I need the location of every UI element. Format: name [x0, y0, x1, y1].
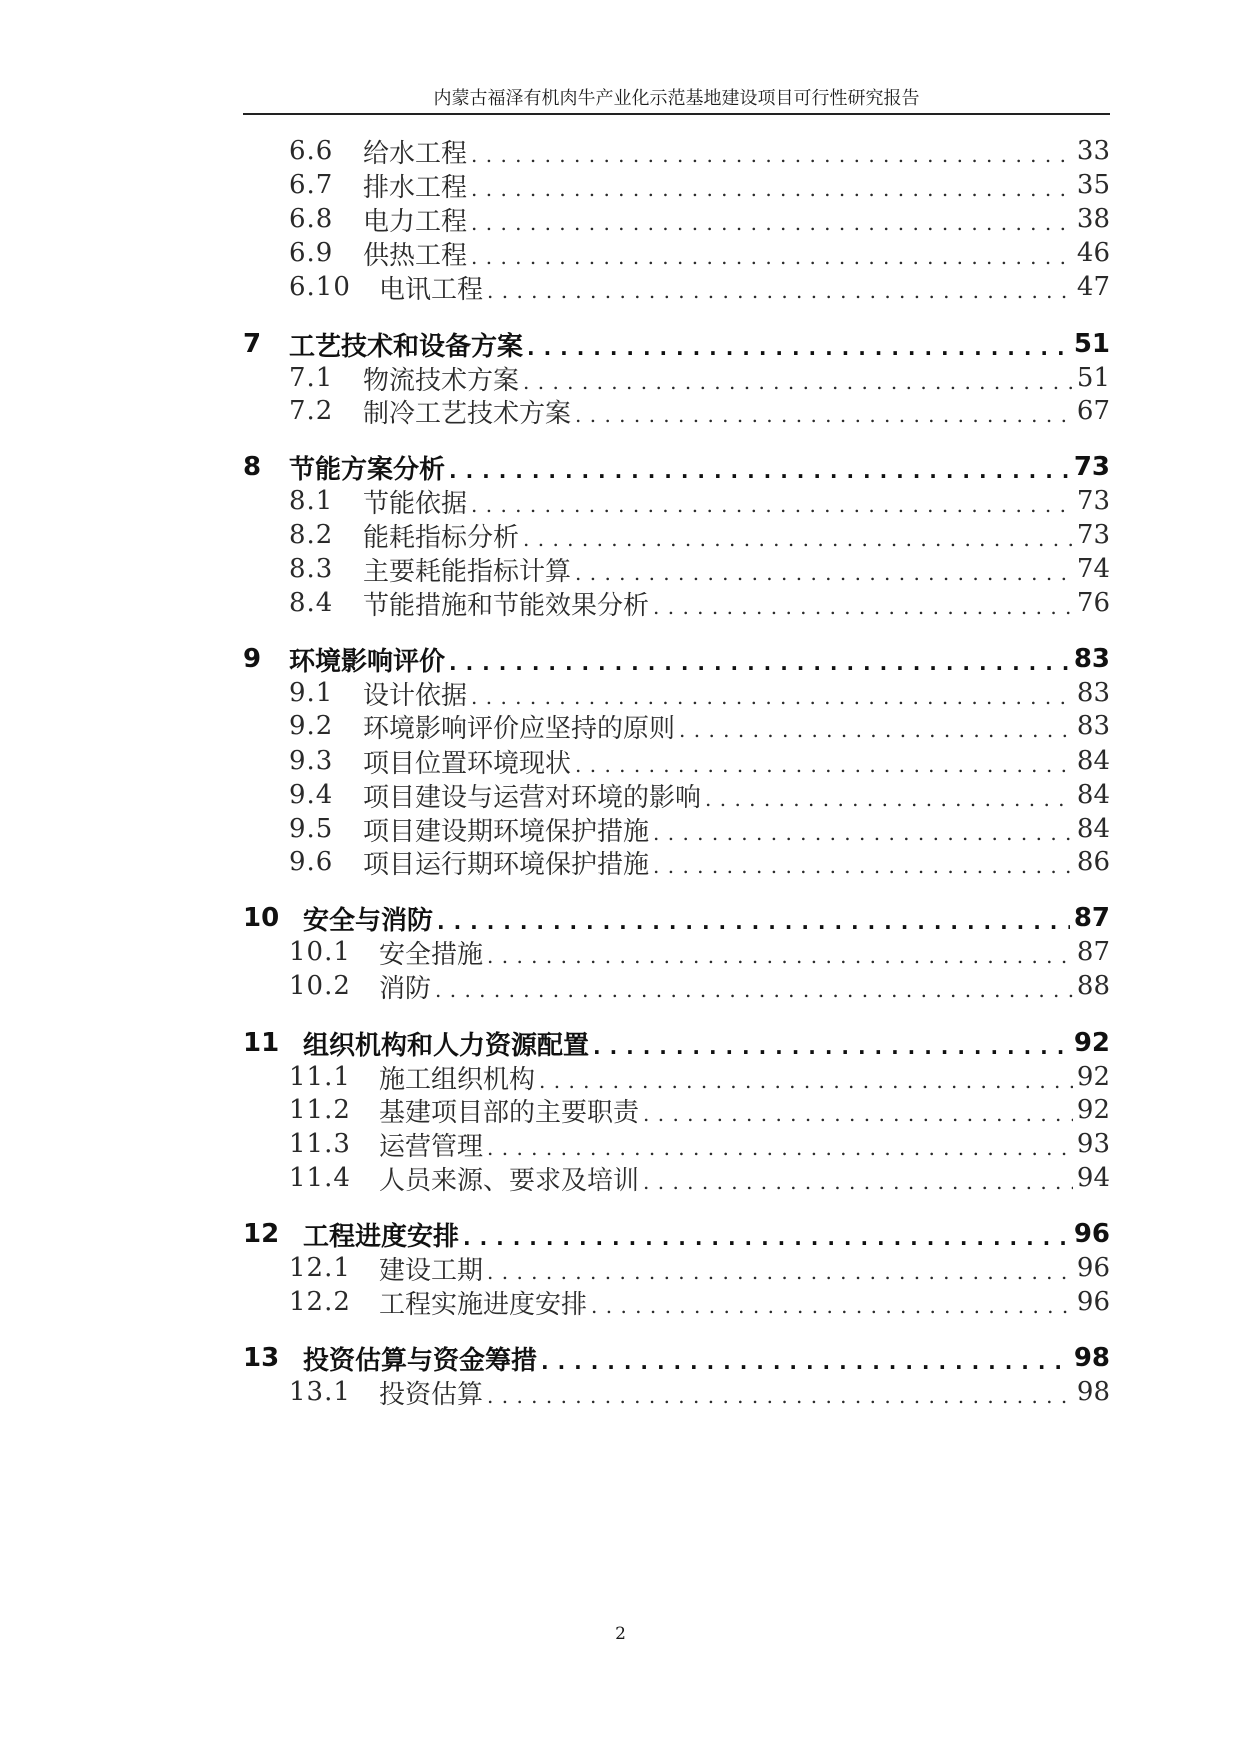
- toc-section-entry[interactable]: [289, 392, 1110, 430]
- toc-entry-number: 11: [243, 1028, 280, 1058]
- toc-section-entry[interactable]: [289, 843, 1110, 881]
- toc-section-entry[interactable]: [289, 482, 1110, 520]
- toc-entry-title: 项目位置环境现状: [363, 748, 572, 779]
- header-rule: [243, 113, 1110, 115]
- toc-entry-number: 13: [243, 1343, 280, 1373]
- toc-entry-number: 8.2: [289, 520, 334, 550]
- toc-entry-title: 环境影响评价: [289, 646, 446, 677]
- toc-chapter-entry[interactable]: [243, 1024, 1110, 1062]
- toc-dot-leader: [449, 643, 1070, 675]
- toc-entry-page: 96: [1076, 1287, 1110, 1317]
- toc-chapter-entry[interactable]: [243, 640, 1110, 678]
- toc-section-entry[interactable]: [289, 967, 1110, 1005]
- toc-dot-leader: [471, 135, 1073, 167]
- toc-entry-number: 8.3: [289, 554, 334, 584]
- toc-section-entry[interactable]: [289, 550, 1110, 588]
- toc-dot-leader: [679, 710, 1073, 742]
- toc-entry-number: 6.9: [289, 238, 334, 268]
- toc-section-entry[interactable]: [289, 166, 1110, 204]
- toc-entry-page: 67: [1076, 396, 1110, 426]
- toc-entry-number: 7: [243, 329, 262, 359]
- toc-entry-number: 9.6: [289, 847, 334, 877]
- toc-entry-page: 84: [1076, 746, 1110, 776]
- toc-entry-number: 10: [243, 903, 280, 933]
- toc-entry-page: 38: [1076, 204, 1110, 234]
- toc-dot-leader: [471, 203, 1073, 235]
- toc-entry-number: 8: [243, 452, 262, 482]
- toc-section-entry[interactable]: [289, 742, 1110, 780]
- toc-dot-leader: [593, 1027, 1070, 1059]
- running-header: 内蒙古福泽有机肉牛产业化示范基地建设项目可行性研究报告: [433, 88, 920, 109]
- toc-dot-leader: [653, 587, 1073, 619]
- toc-entry-title: 项目建设与运营对环境的影响: [363, 782, 702, 813]
- toc-dot-leader: [471, 677, 1073, 709]
- toc-entry-page: 73: [1073, 452, 1110, 482]
- toc-section-entry[interactable]: [289, 1125, 1110, 1163]
- toc-dot-leader: [541, 1342, 1070, 1374]
- toc-entry-page: 86: [1076, 847, 1110, 877]
- toc-entry-title: 工程进度安排: [303, 1221, 460, 1252]
- toc-entry-number: 6.6: [289, 136, 334, 166]
- toc-entry-title: 安全措施: [379, 939, 484, 970]
- toc-section-entry[interactable]: [289, 200, 1110, 238]
- toc-entry-page: 73: [1076, 520, 1110, 550]
- toc-dot-leader: [539, 1061, 1073, 1093]
- toc-section-entry[interactable]: [289, 1091, 1110, 1129]
- toc-entry-title: 投资估算: [379, 1379, 484, 1410]
- toc-dot-leader: [487, 1376, 1073, 1408]
- toc-entry-title: 人员来源、要求及培训: [379, 1165, 640, 1196]
- toc-chapter-entry[interactable]: [243, 899, 1110, 937]
- toc-entry-title: 投资估算与资金筹措: [303, 1345, 538, 1376]
- toc-entry-title: 物流技术方案: [363, 365, 520, 396]
- toc-entry-number: 9.3: [289, 746, 334, 776]
- toc-dot-leader: [487, 936, 1073, 968]
- toc-entry-page: 94: [1076, 1163, 1110, 1193]
- toc-entry-page: 83: [1076, 711, 1110, 741]
- toc-entry-number: 9: [243, 644, 262, 674]
- toc-dot-leader: [591, 1286, 1073, 1318]
- toc-entry-page: 74: [1076, 554, 1110, 584]
- toc-entry-number: 8.1: [289, 486, 334, 516]
- toc-entry-page: 47: [1076, 272, 1110, 302]
- toc-dot-leader: [435, 970, 1073, 1002]
- toc-dot-leader: [487, 271, 1073, 303]
- toc-entry-title: 供热工程: [363, 240, 468, 271]
- toc-entry-page: 51: [1073, 329, 1110, 359]
- toc-dot-leader: [471, 237, 1073, 269]
- toc-entry-page: 96: [1076, 1253, 1110, 1283]
- toc-entry-title: 工程实施进度安排: [379, 1289, 588, 1320]
- toc-entry-title: 施工组织机构: [379, 1064, 536, 1095]
- toc-chapter-entry[interactable]: [243, 448, 1110, 486]
- toc-entry-number: 11.3: [289, 1129, 351, 1159]
- toc-dot-leader: [653, 846, 1073, 878]
- toc-dot-leader: [575, 745, 1073, 777]
- toc-entry-title: 节能依据: [363, 488, 468, 519]
- toc-entry-title: 运营管理: [379, 1131, 484, 1162]
- toc-entry-page: 84: [1076, 780, 1110, 810]
- toc-chapter-entry[interactable]: [243, 1215, 1110, 1253]
- toc-dot-leader: [705, 779, 1073, 811]
- toc-dot-leader: [575, 553, 1073, 585]
- toc-entry-number: 9.4: [289, 780, 334, 810]
- toc-entry-title: 组织机构和人力资源配置: [303, 1030, 590, 1061]
- toc-entry-page: 35: [1076, 170, 1110, 200]
- toc-entry-title: 项目运行期环境保护措施: [363, 849, 650, 880]
- toc-entry-title: 建设工期: [379, 1255, 484, 1286]
- toc-entry-title: 消防: [379, 973, 432, 1004]
- toc-dot-leader: [471, 485, 1073, 517]
- toc-entry-page: 76: [1076, 588, 1110, 618]
- toc-section-entry[interactable]: [289, 933, 1110, 971]
- toc-entry-page: 98: [1076, 1377, 1110, 1407]
- toc-entry-page: 93: [1076, 1129, 1110, 1159]
- toc-entry-page: 83: [1073, 644, 1110, 674]
- toc-entry-page: 33: [1076, 136, 1110, 166]
- toc-entry-number: 9.1: [289, 678, 334, 708]
- toc-entry-page: 88: [1076, 971, 1110, 1001]
- toc-entry-page: 92: [1076, 1062, 1110, 1092]
- toc-entry-title: 项目建设期环境保护措施: [363, 816, 650, 847]
- toc-section-entry[interactable]: [289, 1249, 1110, 1287]
- toc-entry-title: 给水工程: [363, 138, 468, 169]
- toc-entry-number: 6.10: [289, 272, 351, 302]
- toc-chapter-entry[interactable]: [243, 325, 1110, 363]
- toc-dot-leader: [643, 1162, 1073, 1194]
- toc-entry-number: 13.1: [289, 1377, 351, 1407]
- toc-entry-number: 6.7: [289, 170, 334, 200]
- toc-entry-page: 92: [1073, 1028, 1110, 1058]
- toc-section-entry[interactable]: [289, 1159, 1110, 1197]
- toc-section-entry[interactable]: [289, 132, 1110, 170]
- toc-entry-number: 6.8: [289, 204, 334, 234]
- toc-section-entry[interactable]: [289, 1283, 1110, 1321]
- toc-entry-number: 11.1: [289, 1062, 351, 1092]
- toc-entry-number: 9.2: [289, 711, 334, 741]
- toc-entry-title: 电讯工程: [379, 274, 484, 305]
- toc-entry-title: 节能方案分析: [289, 454, 446, 485]
- toc-section-entry[interactable]: [289, 707, 1110, 745]
- toc-section-entry[interactable]: [289, 1373, 1110, 1411]
- toc-entry-page: 96: [1073, 1219, 1110, 1249]
- toc-section-entry[interactable]: [289, 584, 1110, 622]
- toc-entry-number: 7.2: [289, 396, 334, 426]
- toc-entry-number: 11.4: [289, 1163, 351, 1193]
- toc-entry-title: 制冷工艺技术方案: [363, 398, 572, 429]
- toc-entry-number: 9.5: [289, 814, 334, 844]
- toc-entry-title: 基建项目部的主要职责: [379, 1097, 640, 1128]
- toc-entry-number: 10.1: [289, 937, 351, 967]
- toc-entry-number: 10.2: [289, 971, 351, 1001]
- toc-chapter-entry[interactable]: [243, 1339, 1110, 1377]
- toc-entry-page: 87: [1073, 903, 1110, 933]
- toc-dot-leader: [643, 1094, 1073, 1126]
- toc-entry-page: 73: [1076, 486, 1110, 516]
- toc-entry-title: 电力工程: [363, 206, 468, 237]
- toc-dot-leader: [437, 902, 1070, 934]
- toc-entry-title: 能耗指标分析: [363, 522, 520, 553]
- toc-section-entry[interactable]: [289, 268, 1110, 306]
- toc-entry-page: 92: [1076, 1095, 1110, 1125]
- toc-entry-title: 主要耗能指标计算: [363, 556, 572, 587]
- toc-entry-page: 46: [1076, 238, 1110, 268]
- toc-entry-title: 设计依据: [363, 680, 468, 711]
- toc-entry-page: 87: [1076, 937, 1110, 967]
- toc-entry-number: 12.2: [289, 1287, 351, 1317]
- toc-dot-leader: [463, 1218, 1070, 1250]
- toc-section-entry[interactable]: [289, 516, 1110, 554]
- toc-entry-title: 工艺技术和设备方案: [289, 331, 524, 362]
- toc-dot-leader: [487, 1128, 1073, 1160]
- toc-section-entry[interactable]: [289, 234, 1110, 272]
- toc-entry-page: 83: [1076, 678, 1110, 708]
- toc-dot-leader: [653, 813, 1073, 845]
- toc-section-entry[interactable]: [289, 776, 1110, 814]
- toc-entry-title: 排水工程: [363, 172, 468, 203]
- toc-entry-number: 12: [243, 1219, 280, 1249]
- toc-entry-page: 51: [1076, 363, 1110, 393]
- toc-entry-number: 11.2: [289, 1095, 351, 1125]
- toc-dot-leader: [523, 362, 1073, 394]
- toc-dot-leader: [487, 1252, 1073, 1284]
- toc-entry-page: 98: [1073, 1343, 1110, 1373]
- toc-dot-leader: [471, 169, 1073, 201]
- toc-dot-leader: [449, 451, 1070, 483]
- toc-dot-leader: [575, 395, 1073, 427]
- toc-entry-number: 8.4: [289, 588, 334, 618]
- toc-entry-title: 环境影响评价应坚持的原则: [363, 713, 676, 744]
- toc-entry-title: 安全与消防: [303, 905, 434, 936]
- toc-dot-leader: [523, 519, 1073, 551]
- toc-entry-page: 84: [1076, 814, 1110, 844]
- page-number: 2: [615, 1624, 626, 1644]
- toc-dot-leader: [527, 328, 1070, 360]
- toc-entry-number: 7.1: [289, 363, 334, 393]
- toc-entry-title: 节能措施和节能效果分析: [363, 590, 650, 621]
- toc-entry-number: 12.1: [289, 1253, 351, 1283]
